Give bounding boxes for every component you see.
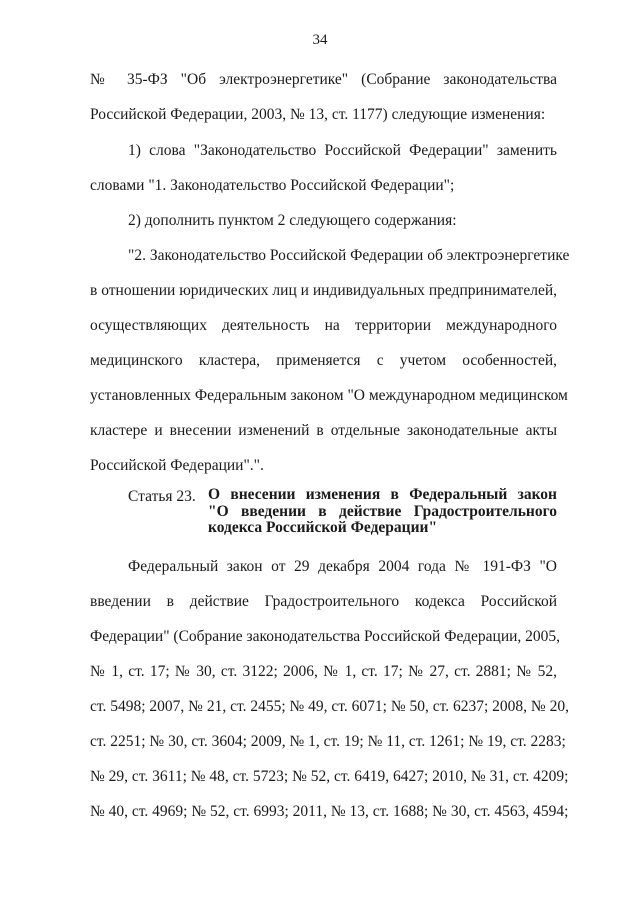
page-number: 34: [312, 32, 328, 48]
paragraph-line: кластере и внесении изменений в отдельные законодательные акты: [90, 422, 557, 439]
body-line: Федерации" (Собрание законодательства Российской Федерации, 2005,: [90, 628, 561, 645]
body-line: № 29, ст. 3611; № 48, ст. 5723; № 52, ст. 6419, 6427; 2010, № 31, ст. 4209;: [90, 768, 569, 785]
body-line: ст. 2251; № 30, ст. 3604; 2009, № 1, ст. 19; № 11, ст. 1261; № 19, ст. 2283;: [90, 733, 566, 750]
paragraph-line: осуществляющих деятельность на территории международного: [90, 317, 557, 334]
body-line: № 1, ст. 17; № 30, ст. 3122; 2006, № 1, ст. 17; № 27, ст. 2881; № 52,: [90, 663, 557, 680]
paragraph-line: Российской Федерации".".: [90, 457, 264, 474]
body-line: введении в действие Градостроительного кодекса Российской: [90, 593, 557, 610]
body-line: № 40, ст. 4969; № 52, ст. 6993; 2011, № 13, ст. 1688; № 30, ст. 4563, 4594;: [90, 803, 569, 820]
paragraph-line: медицинского кластера, применяется с учетом особенностей,: [90, 352, 557, 369]
paragraph-line: 1) слова "Законодательство Российской Федерации" заменить: [128, 142, 557, 159]
paragraph-line: "2. Законодательство Российской Федерации об электроэнергетике: [128, 247, 570, 264]
article-label: Статья 23.: [128, 488, 196, 505]
article-title: [208, 487, 557, 537]
body-line: Федеральный закон от 29 декабря 2004 года № 191-ФЗ "О: [128, 558, 557, 575]
article-title-line: кодекса Российской Федерации": [208, 519, 438, 536]
paragraph-line: установленных Федеральным законом "О международном медицинском: [90, 387, 568, 404]
body-line: ст. 5498; 2007, № 21, ст. 2455; № 49, ст. 6071; № 50, ст. 6237; 2008, № 20,: [90, 698, 569, 715]
paragraph-line: № 35-ФЗ "Об электроэнергетике" (Собрание законодательства: [90, 71, 557, 88]
paragraph-line: в отношении юридических лиц и индивидуальных предпринимателей,: [90, 282, 557, 299]
article-title-line: О внесении изменения в Федеральный закон: [208, 486, 557, 503]
paragraph-line: словами "1. Законодательство Российской Федерации";: [90, 177, 455, 194]
paragraph-line: 2) дополнить пунктом 2 следующего содержания:: [128, 212, 457, 229]
paragraph-line: Российской Федерации, 2003, № 13, ст. 1177) следующие изменения:: [90, 106, 546, 123]
article-title-line: "О введении в действие Градостроительного: [208, 502, 557, 520]
